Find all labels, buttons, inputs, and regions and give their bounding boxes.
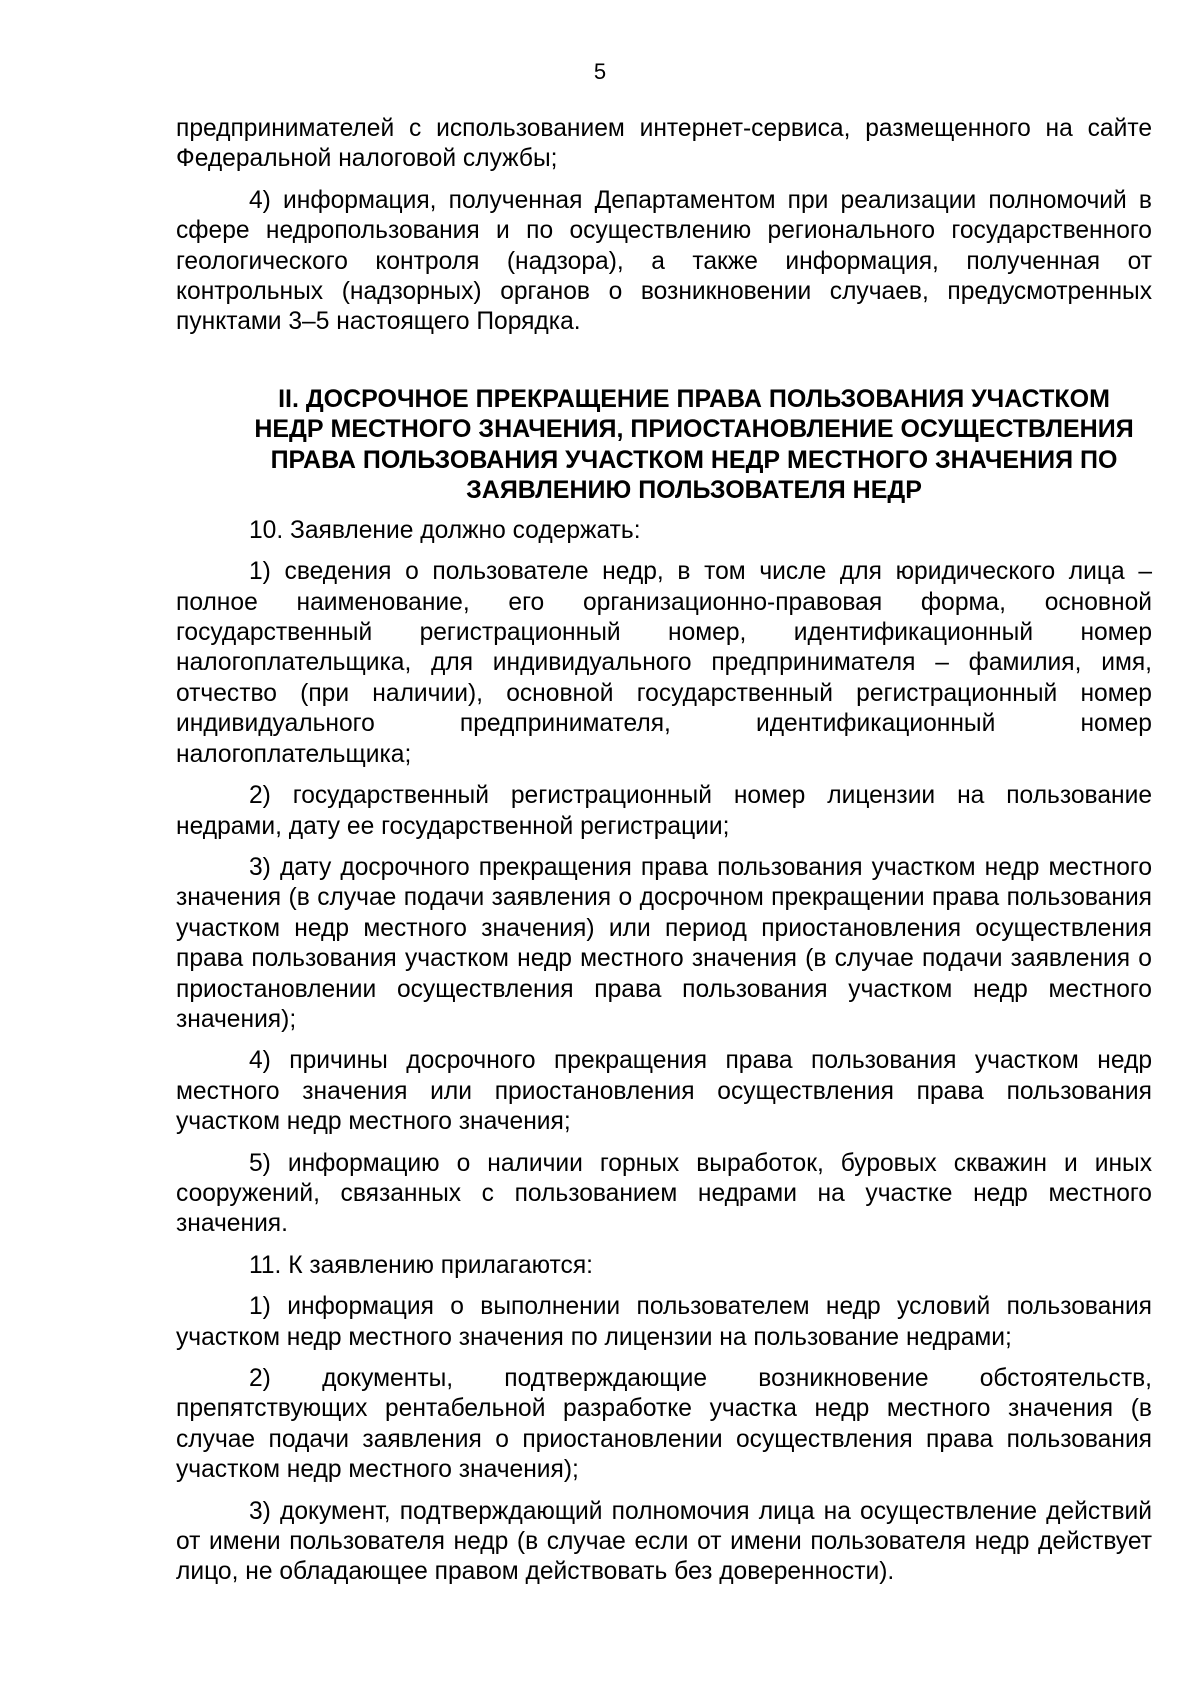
section-title-line: ЗАЯВЛЕНИЮ ПОЛЬЗОВАТЕЛЯ НЕДР [466, 476, 922, 505]
paragraph: 3) документ, подтверждающий полномочия лица на осуществление действий от имени пользователя недр (в случае если от имени пользователя недр действует лицо, не обладающее правом действовать без доверенности). [176, 1497, 1152, 1586]
paragraph: 4) информация, полученная Департаментом при реализации полномочий в сфере недропользования и по осуществлению регионального государственного геологического контроля (надзора), а также информация, полученная от контрольных (надзорных) органов о возникновении случаев, предусмотренных пунктами 3–5 настоящего Порядка. [176, 186, 1152, 336]
paragraph: 11. К заявлению прилагаются: [249, 1251, 593, 1279]
paragraph: 1) информация о выполнении пользователем недр условий пользования участком недр местного значения по лицензии на пользование недрами; [176, 1293, 1152, 1351]
document-body [176, 114, 1152, 1599]
section-title-line: II. ДОСРОЧНОЕ ПРЕКРАЩЕНИЕ ПРАВА ПОЛЬЗОВАНИЯ УЧАСТКОМ [278, 384, 1110, 413]
paragraph: 4) причины досрочного прекращения права пользования участком недр местного значения или приостановления осуществления права пользования участком недр местного значения; [176, 1047, 1152, 1136]
page-number: 5 [593, 59, 607, 84]
paragraph: 10. Заявление должно содержать: [249, 516, 641, 544]
paragraph: предпринимателей с использованием интернет-сервиса, размещенного на сайте Федеральной налоговой службы; [176, 115, 1152, 173]
section-title-line: НЕДР МЕСТНОГО ЗНАЧЕНИЯ, ПРИОСТАНОВЛЕНИЕ ОСУЩЕСТВЛЕНИЯ [254, 415, 1134, 444]
section-title [176, 384, 1152, 506]
paragraph: 2) документы, подтверждающие возникновение обстоятельств, препятствующих рентабельной разработке участка недр местного значения (в случае подачи заявления о приостановлении осуществления права пользования участком недр местного значения); [176, 1365, 1152, 1484]
section-title-line: ПРАВА ПОЛЬЗОВАНИЯ УЧАСТКОМ НЕДР МЕСТНОГО ЗНАЧЕНИЯ ПО [270, 445, 1118, 474]
paragraph: 5) информацию о наличии горных выработок, буровых скважин и иных сооружений, связанных с пользованием недрами на участке недр местного значения. [176, 1149, 1152, 1238]
paragraph: 1) сведения о пользователе недр, в том числе для юридического лица – полное наименование, его организационно-правовая форма, основной государственный регистрационный номер, идентификационный номер налогоплательщика, для индивидуального предпринимателя – фамилия, имя, отчество (при наличии), основной государственный регистрационный номер индивидуального предпринимателя, идентификационный номер налогоплательщика; [176, 558, 1152, 768]
paragraph: 3) дату досрочного прекращения права пользования участком недр местного значения (в случае подачи заявления о досрочном прекращении права пользования участком недр местного значения) или период приостановления осуществления права пользования участком недр местного значения (в случае подачи заявления о приостановлении осуществления права пользования участком недр местного значения); [176, 853, 1152, 1033]
paragraph: 2) государственный регистрационный номер лицензии на пользование недрами, дату ее государственной регистрации; [176, 782, 1152, 840]
